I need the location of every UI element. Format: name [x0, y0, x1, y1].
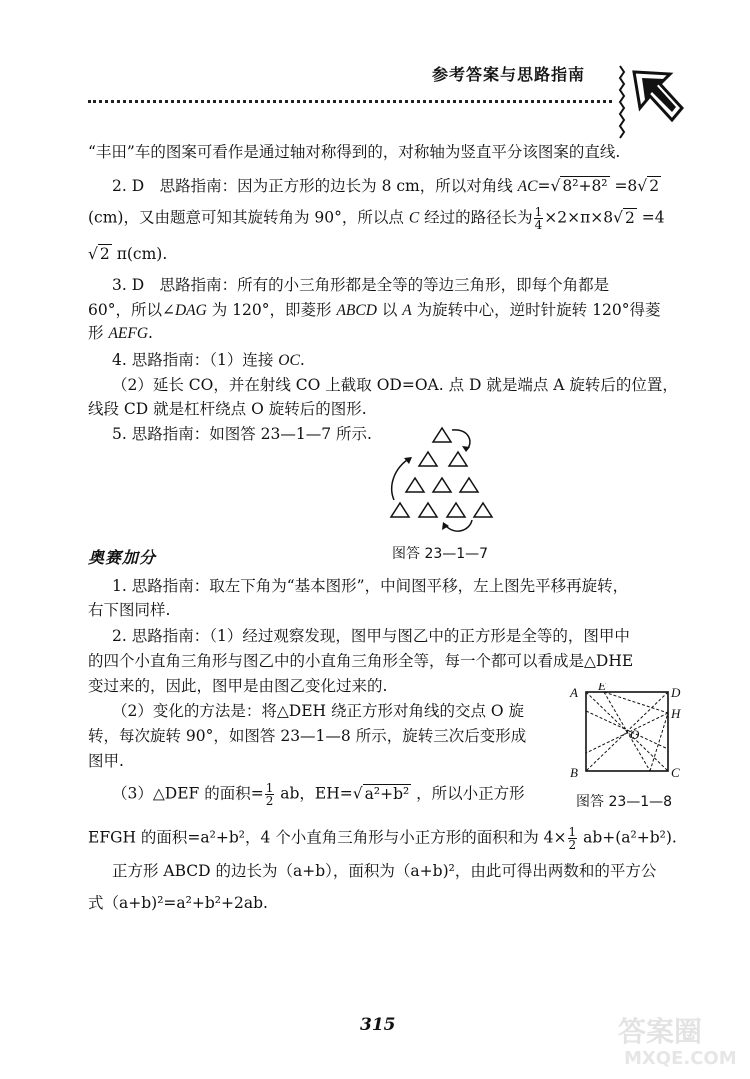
text-line: 转，每次旋转 90°，如图答 23—1—8 所示，旋转三次后变形成	[88, 727, 527, 745]
sqrt-radicand: a²+b²	[364, 784, 410, 803]
answer-3-line-2	[88, 300, 660, 321]
text-span: ab+(a²+b²).	[578, 828, 677, 847]
answer-s-3-line-1: （3）△DEF 的面积= $\frac{1}{2}$ ab，EH=√ a²+b² ，所以小正方形	[112, 781, 525, 808]
text-span: ab，EH=	[275, 784, 353, 803]
sqrt-radicand: 8²+8²	[562, 177, 608, 195]
watermark-logo: 答案圈	[618, 1015, 703, 1048]
text-line: 线段 CD 就是杠杆绕点 O 旋转后的图形.	[88, 400, 367, 418]
fraction-denominator: 4	[534, 218, 543, 232]
text-line: 图甲.	[88, 752, 124, 770]
answer-3-line-3	[88, 323, 153, 344]
text-span: ，所以小正方形	[411, 784, 525, 803]
fraction-denominator: 2	[568, 838, 577, 852]
text-line: （2）变化的方法是：将△DEH 绕正方形对角线的交点 O 旋	[112, 702, 525, 720]
label-e: E	[598, 683, 606, 693]
fraction	[265, 782, 275, 807]
text-line: 的四个小直角三角形与图乙中的小直角三角形全等，每一个都可以看成是△DHE	[88, 652, 634, 670]
page-header-title: 参考答案与思路指南	[432, 65, 586, 84]
math-var: OC	[278, 352, 300, 369]
header-dotted-rule	[88, 100, 612, 103]
triangle	[460, 478, 478, 492]
text-span: ×2×π×8	[544, 208, 614, 227]
rotation-arrow	[446, 520, 472, 531]
answer-4-line-1	[112, 350, 305, 371]
text-line: 5. 思路指南：如图答 23—1—7 所示.	[112, 425, 372, 443]
triangle	[391, 503, 409, 517]
label-d: D	[671, 685, 681, 700]
text-line: 变过来的，因此，图甲是由图乙变化过来的.	[88, 677, 388, 695]
sqrt-radicand: 2	[99, 245, 110, 263]
text-span: 以	[376, 301, 403, 319]
rotation-arrow	[392, 458, 410, 500]
figure-8-caption: 图答 23—1—8	[576, 794, 673, 810]
text-line: （2）延长 CO，并在射线 CO 上截取 OD=OA. 点 D 就是端点 A 旋转后的位置，	[112, 376, 678, 394]
text-span: 形	[88, 324, 109, 342]
text-span: .	[299, 351, 305, 369]
figure-23-1-8	[568, 683, 686, 781]
text-span: 经过的路径长为	[419, 208, 533, 227]
fraction-denominator: 2	[265, 794, 274, 808]
label-h: H	[671, 706, 681, 721]
text-span: EFGH 的面积=a²+b²，4 个小直角三角形与小正方形的面积和为 4×	[88, 828, 567, 847]
math-var: ABCD	[336, 302, 377, 319]
math-var: DAG	[174, 302, 207, 319]
answer-2-line-1: 2. D 思路指南：因为正方形的边长为 8 cm，所以对角线 AC=√ 8²+8² =8√ 2	[112, 177, 660, 195]
text-span: 2. D 思路指南：因为正方形的边长为 8 cm，所以对角线	[112, 177, 518, 195]
text-span: （3）△DEF 的面积=	[112, 784, 264, 803]
text-span: =4	[636, 208, 665, 227]
triangle	[474, 503, 492, 517]
fraction	[534, 206, 544, 231]
label-b: B	[570, 765, 578, 780]
figure-23-1-7	[380, 420, 500, 538]
text-span: =8	[609, 177, 638, 195]
text-line: 1. 思路指南：取左下角为“基本图形”，中间图平移，左上图先平移再旋转，	[112, 577, 629, 595]
triangle	[419, 503, 437, 517]
text-line: 3. D 思路指南：所有的小三角形都是全等的等边三角形，即每个角都是	[112, 276, 610, 294]
fraction-numerator: 1	[534, 205, 543, 219]
math-var: C	[408, 209, 420, 227]
text-span: (cm)，又由题意可知其旋转角为 90°，所以点	[88, 208, 409, 227]
text-span: 60°，所以∠	[88, 301, 175, 319]
header-arrow-icon	[612, 62, 688, 146]
figure-7-caption: 图答 23—1—7	[392, 546, 489, 562]
text-line: 式（a+b)²=a²+b²+2ab.	[88, 894, 268, 912]
text-line: “丰田”车的图案可看作是通过轴对称得到的，对称轴为竖直平分该图案的直线.	[88, 143, 621, 161]
label-c: C	[671, 765, 680, 780]
math-var: AC	[517, 178, 538, 195]
triangle	[449, 452, 467, 466]
text-span: .	[148, 324, 153, 342]
text-span: 为 120°，即菱形	[206, 301, 337, 319]
label-o: O	[630, 727, 640, 742]
math-var: A	[402, 302, 412, 319]
text-span: 4. 思路指南：（1）连接	[112, 351, 279, 369]
text-span: =	[537, 177, 551, 195]
watermark-url: MXQE.COM	[624, 1048, 737, 1069]
label-a: A	[570, 685, 578, 700]
triangle	[433, 478, 451, 492]
triangle	[419, 452, 437, 466]
page-number: 315	[360, 1015, 396, 1035]
sqrt-radicand: 2	[649, 177, 660, 195]
text-line: 2. 思路指南：（1）经过观察发现，图甲与图乙中的正方形是全等的，图甲中	[112, 627, 630, 645]
fraction	[568, 826, 578, 851]
triangle	[447, 503, 465, 517]
fraction-numerator: 1	[568, 825, 577, 839]
section-title: 奥赛加分	[88, 548, 157, 567]
triangle	[433, 428, 451, 442]
triangle	[406, 478, 424, 492]
text-line: 正方形 ABCD 的边长为（a+b），面积为（a+b)²，由此可得出两数和的平方公	[112, 862, 657, 880]
answer-s-3-line-2	[88, 826, 677, 851]
math-var: AEFG	[108, 325, 149, 342]
text-span: π(cm).	[111, 245, 168, 263]
answer-2-line-2: (cm)，又由题意可知其旋转角为 90°，所以点 C 经过的路径长为 $\frac{1}{4}$ ×2×π×8√ 2 =4	[88, 205, 665, 232]
sqrt-radicand: 2	[625, 208, 635, 227]
text-line: 右下图同样.	[88, 601, 171, 619]
fraction-numerator: 1	[265, 781, 274, 795]
answer-2-line-3: √ 2 π(cm).	[88, 245, 168, 263]
text-span: 为旋转中心，逆时针旋转 120°得菱	[411, 301, 661, 319]
